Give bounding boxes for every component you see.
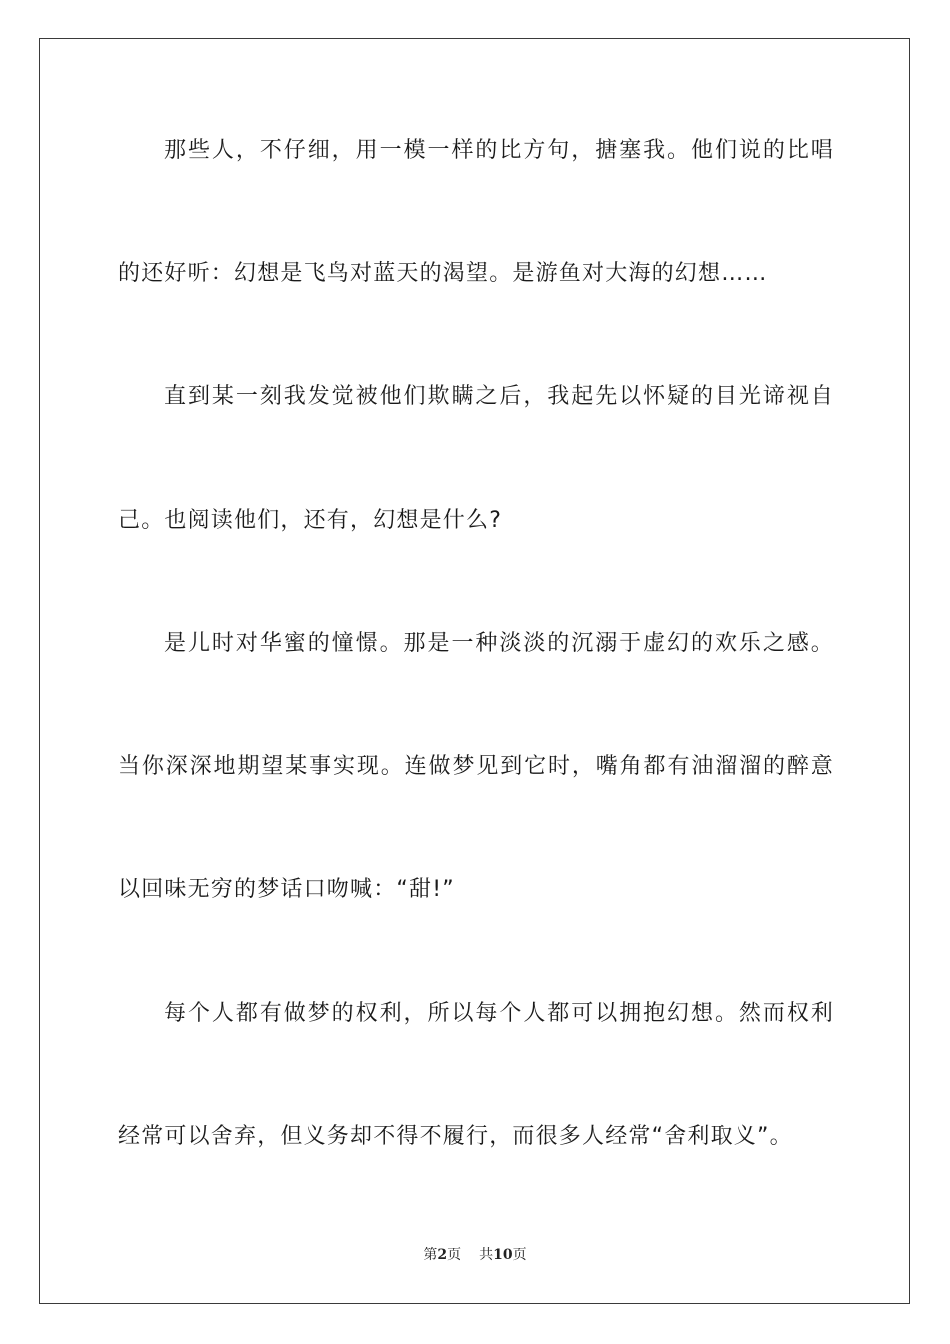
paragraph-2-line-1: 直到某一刻我发觉被他们欺瞒之后，我起先以怀疑的目光谛视自 — [164, 384, 834, 409]
page-footer — [0, 1245, 950, 1265]
page-border — [39, 38, 910, 1304]
paragraph-1-line-1: 那些人，不仔细，用一模一样的比方句，搪塞我。他们说的比唱 — [164, 138, 834, 163]
page-label-prefix: 第 — [423, 1247, 438, 1263]
current-page-number: 2 — [437, 1247, 448, 1263]
paragraph-3-line-2: 当你深深地期望某事实现。连做梦见到它时，嘴角都有油溜溜的醉意 — [118, 754, 834, 779]
total-label-suffix: 页 — [512, 1247, 527, 1263]
total-label-prefix: 共 — [479, 1247, 494, 1263]
paragraph-3-line-3: 以回味无穷的梦话口吻喊：“甜!” — [118, 877, 455, 902]
paragraph-2-line-2: 己。也阅读他们，还有，幻想是什么? — [118, 508, 503, 533]
paragraph-3-line-1: 是儿时对华蜜的憧憬。那是一种淡淡的沉溺于虚幻的欢乐之感。 — [164, 631, 834, 656]
paragraph-1-line-2: 的还好听：幻想是飞鸟对蓝天的渴望。是游鱼对大海的幻想…… — [118, 261, 768, 286]
total-pages-number: 10 — [493, 1247, 513, 1263]
page-label-suffix: 页 — [447, 1247, 462, 1263]
paragraph-4-line-1: 每个人都有做梦的权利，所以每个人都可以拥抱幻想。然而权利 — [164, 1001, 834, 1026]
paragraph-4-line-2: 经常可以舍弃，但义务却不得不履行，而很多人经常“舍利取义”。 — [118, 1124, 793, 1149]
